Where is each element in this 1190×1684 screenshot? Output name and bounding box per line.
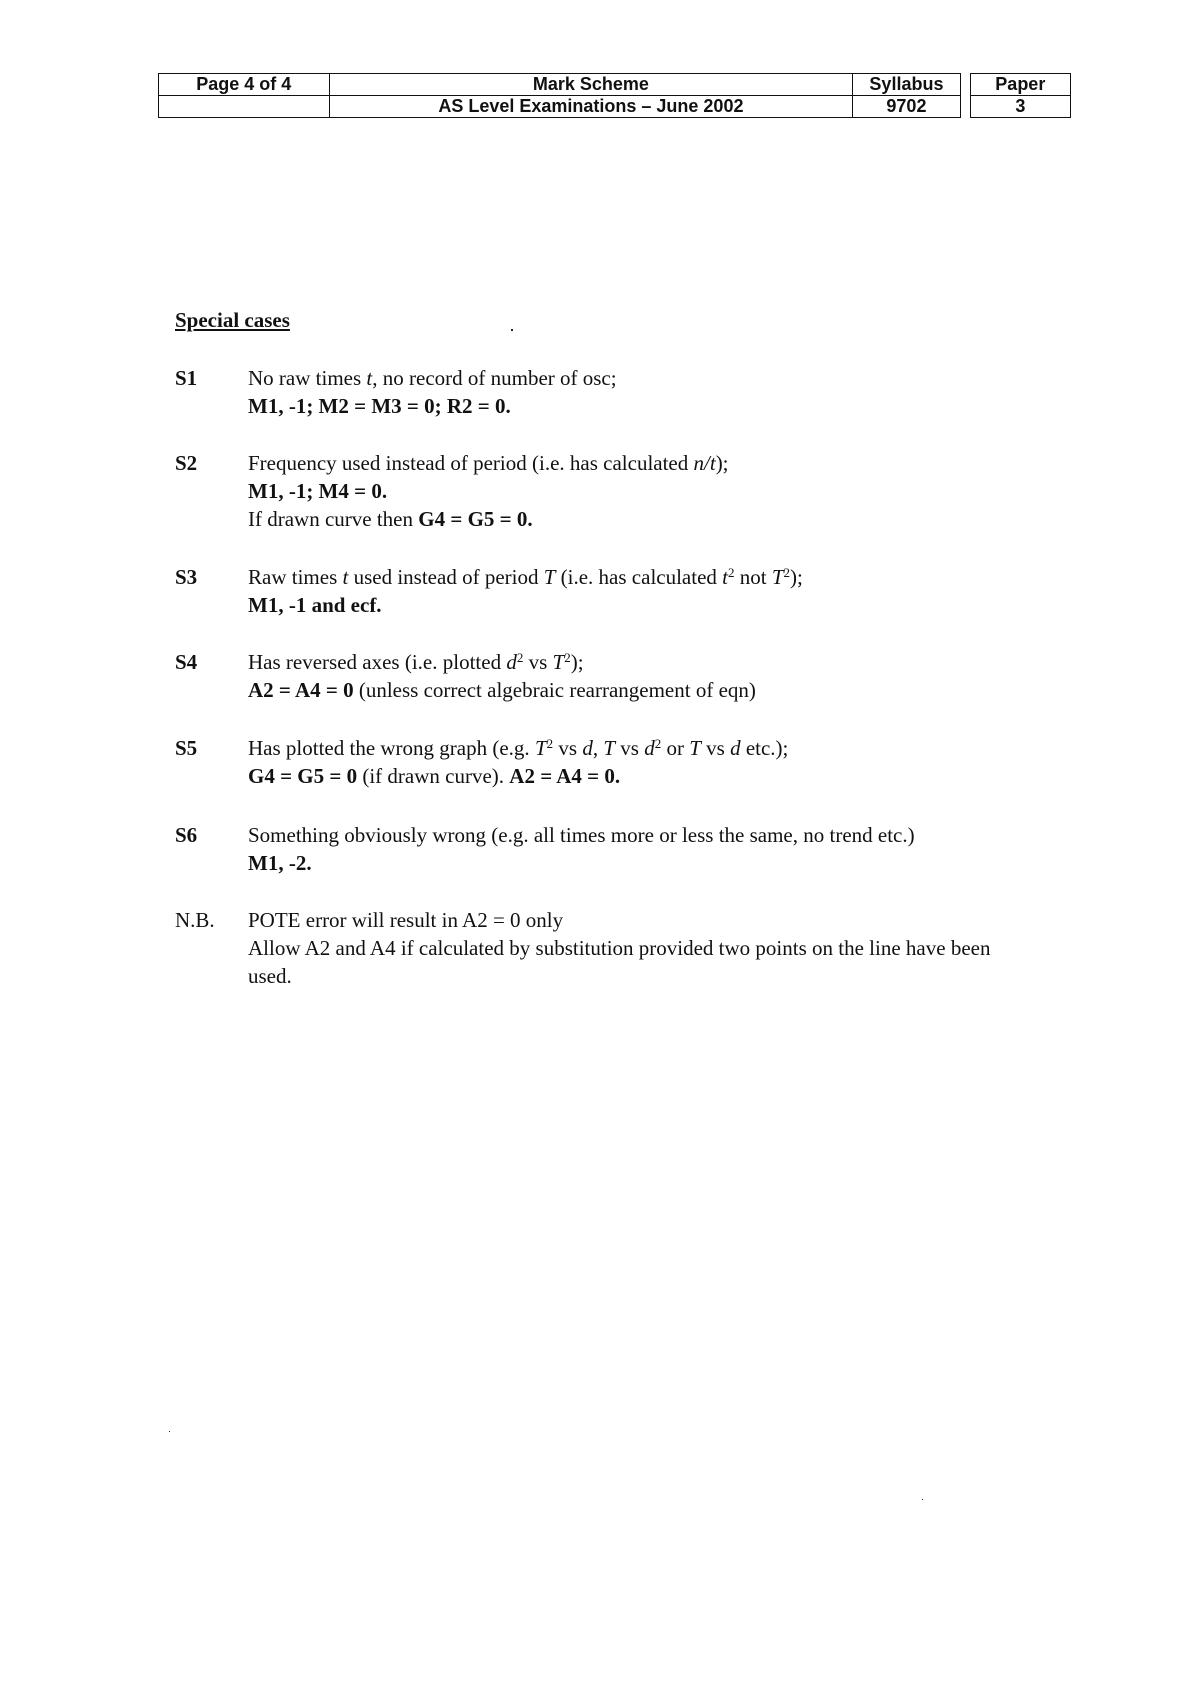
case-marks: M1, -2.	[248, 851, 312, 875]
case-marks: G4 = G5 = 0 (if drawn curve). A2 = A4 = 0.	[248, 764, 621, 788]
case-body	[248, 364, 1048, 420]
case-body	[248, 821, 1048, 877]
scan-speck	[511, 329, 513, 331]
case-body	[248, 648, 1048, 704]
paper-value: 3	[970, 96, 1070, 118]
case-line: No raw times t, no record of number of osc;	[248, 366, 617, 390]
scan-speck	[922, 1499, 923, 1500]
case-line: Has reversed axes (i.e. plotted $d^2$ vs $T^2$);	[248, 650, 584, 674]
case-body	[248, 563, 1048, 619]
note-code: N.B.	[175, 908, 215, 932]
case-code: S6	[175, 823, 198, 847]
note-body	[248, 906, 1018, 990]
header-row-2	[159, 96, 1071, 118]
syllabus-value: 9702	[853, 96, 960, 118]
case-code: S2	[175, 451, 198, 475]
case-body	[248, 734, 1048, 790]
syllabus-label: Syllabus	[853, 74, 960, 96]
document-title: Mark Scheme	[329, 74, 853, 96]
case-line: Has plotted the wrong graph (e.g. $T^2$ vs d, T vs $d^2$ or T vs d etc.);	[248, 736, 789, 760]
page-number: Page 4 of 4	[159, 74, 330, 96]
header-gap	[960, 74, 970, 96]
case-marks: M1, -1; M2 = M3 = 0; R2 = 0.	[248, 394, 511, 418]
case-marks: A2 = A4 = 0 (unless correct algebraic rearrangement of eqn)	[248, 678, 756, 702]
header-row-1	[159, 74, 1071, 96]
exam-session: AS Level Examinations – June 2002	[329, 96, 853, 118]
header-table	[158, 73, 1071, 118]
page-number-blank	[159, 96, 330, 118]
case-line: Raw times t used instead of period T (i.e. has calculated $t^2$ not $T^2$);	[248, 565, 803, 589]
note-line: Allow A2 and A4 if calculated by substitution provided two points on the line have been used.	[248, 936, 991, 988]
case-code: S3	[175, 565, 198, 589]
case-code: S1	[175, 366, 198, 390]
case-line: If drawn curve then G4 = G5 = 0.	[248, 507, 533, 531]
note-line: POTE error will result in A2 = 0 only	[248, 908, 564, 932]
header-gap	[960, 96, 970, 118]
case-line: Something obviously wrong (e.g. all times more or less the same, no trend etc.)	[248, 823, 915, 847]
case-line: Frequency used instead of period (i.e. has calculated n/t);	[248, 451, 729, 475]
case-code: S5	[175, 736, 198, 760]
section-title: Special cases	[175, 308, 290, 332]
case-code: S4	[175, 650, 198, 674]
case-marks: M1, -1 and ecf.	[248, 593, 382, 617]
scan-speck	[169, 1431, 170, 1432]
case-marks: M1, -1; M4 = 0.	[248, 479, 388, 503]
case-body	[248, 449, 1048, 533]
paper-label: Paper	[970, 74, 1070, 96]
